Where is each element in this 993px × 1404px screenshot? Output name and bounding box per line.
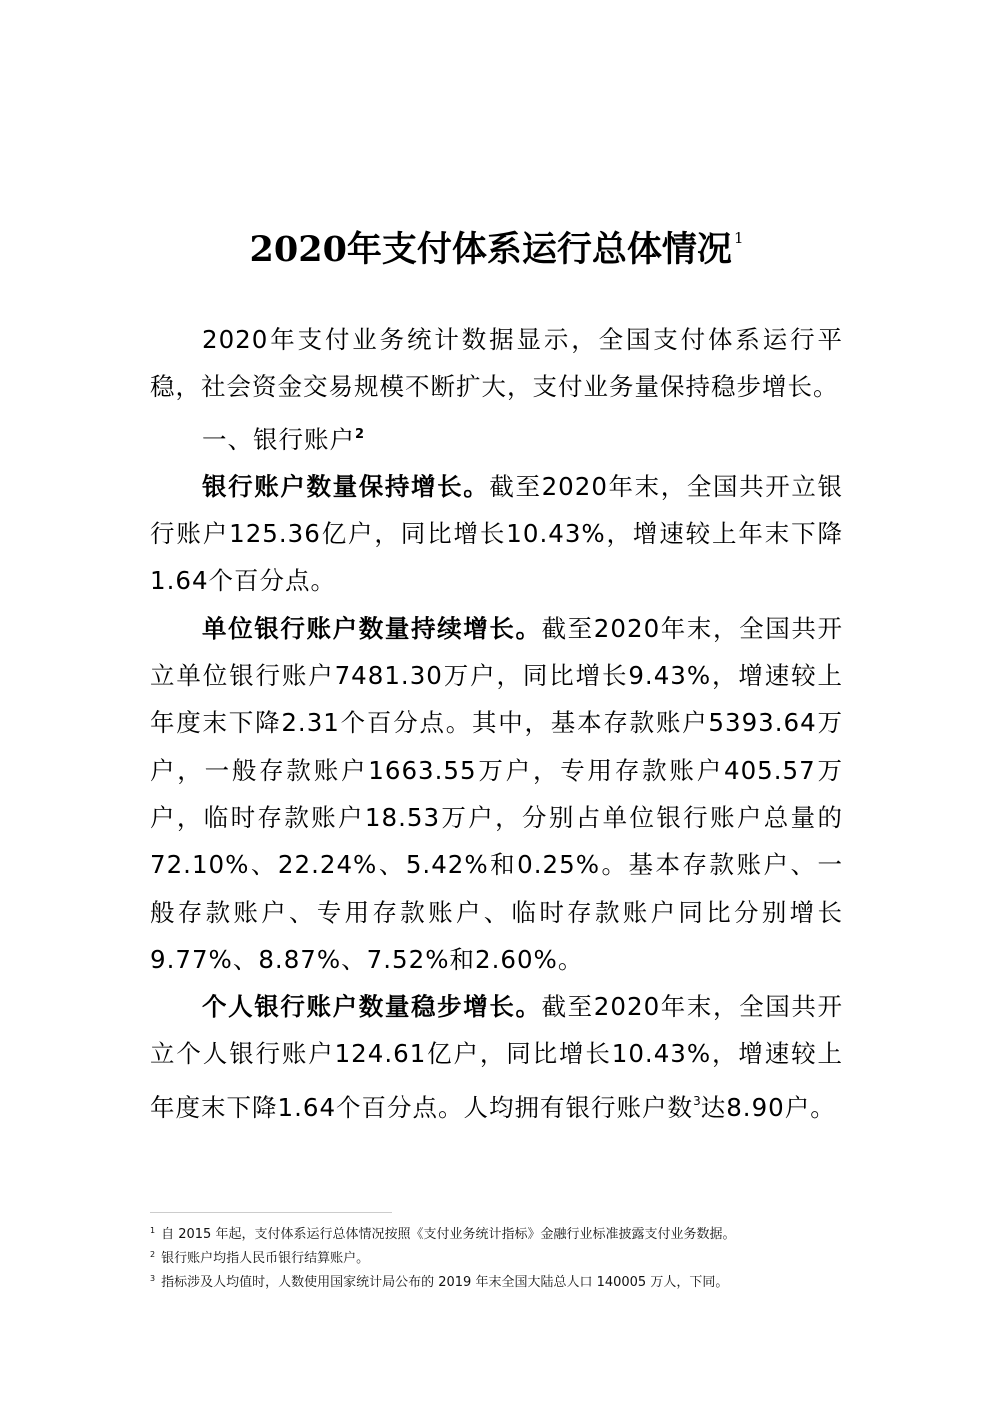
paragraph-lead: 个人银行账户数量稳步增长。 (202, 992, 542, 1022)
footnote-number: 3 (150, 1274, 156, 1283)
footnote-number: 1 (150, 1226, 156, 1235)
title-text: 2020年支付体系运行总体情况 (249, 229, 732, 270)
footnote-text: 自 2015 年起，支付体系运行总体情况按照《支付业务统计指标》金融行业标准披露支付业务数据。 (161, 1227, 736, 1242)
paragraph-unit-accounts (150, 605, 843, 983)
intro-paragraph: 2020年支付业务统计数据显示，全国支付体系运行平稳，社会资金交易规模不断扩大，支付业务量保持稳步增长。 (150, 325, 843, 402)
paragraph-total-accounts (150, 463, 843, 605)
title-footnote-ref: 1 (733, 229, 744, 247)
footnotes (150, 1221, 850, 1293)
main-body (150, 316, 843, 1131)
section-footnote-ref: 2 (355, 426, 366, 442)
inline-footnote-ref: 3 (693, 1093, 701, 1108)
paragraph-body: 截至2020年末，全国共开立个人银行账户124.61亿户，同比增长10.43%，增速较上年度末下降1.64个百分点。人均拥有银行账户数 (150, 992, 843, 1122)
paragraph-personal-accounts (150, 983, 843, 1131)
section-heading-text: 一、银行账户 (202, 424, 355, 454)
footnote-item (150, 1269, 850, 1293)
footnote-divider (150, 1212, 392, 1213)
section-heading (150, 411, 843, 463)
paragraph-lead: 单位银行账户数量持续增长。 (202, 613, 542, 643)
paragraph-body: 截至2020年末，全国共开立银行账户125.36亿户，同比增长10.43%，增速较上年末下降1.64个百分点。 (150, 471, 843, 596)
footnote-text: 银行账户均指人民币银行结算账户。 (161, 1251, 370, 1266)
paragraph-body: 截至2020年末，全国共开立单位银行账户7481.30万户，同比增长9.43%，增速较上年度末下降2.31个百分点。其中，基本存款账户5393.64万户，一般存款账户1663.55万户，专用存款账户405.57万户，临时存款账户18.53万户，分别占单位银行账户总量的72.10%、22.24%、5.42%和0.25%。基本存款账户、一般存款账户、专用存款账户、临时存款账户同比分别增长9.77%、8.87%、7.52%和2.60%。 (150, 613, 843, 974)
paragraph-lead: 银行账户数量保持增长。 (202, 471, 490, 501)
footnote-item (150, 1245, 850, 1269)
paragraph-body-end: 达8.90户。 (700, 1092, 836, 1122)
footnote-text: 指标涉及人均值时，人数使用国家统计局公布的 2019 年末全国大陆总人口 140005 万人，下同。 (161, 1275, 729, 1290)
page-title (0, 213, 993, 275)
footnote-item (150, 1221, 850, 1245)
footnote-number: 2 (150, 1250, 156, 1259)
